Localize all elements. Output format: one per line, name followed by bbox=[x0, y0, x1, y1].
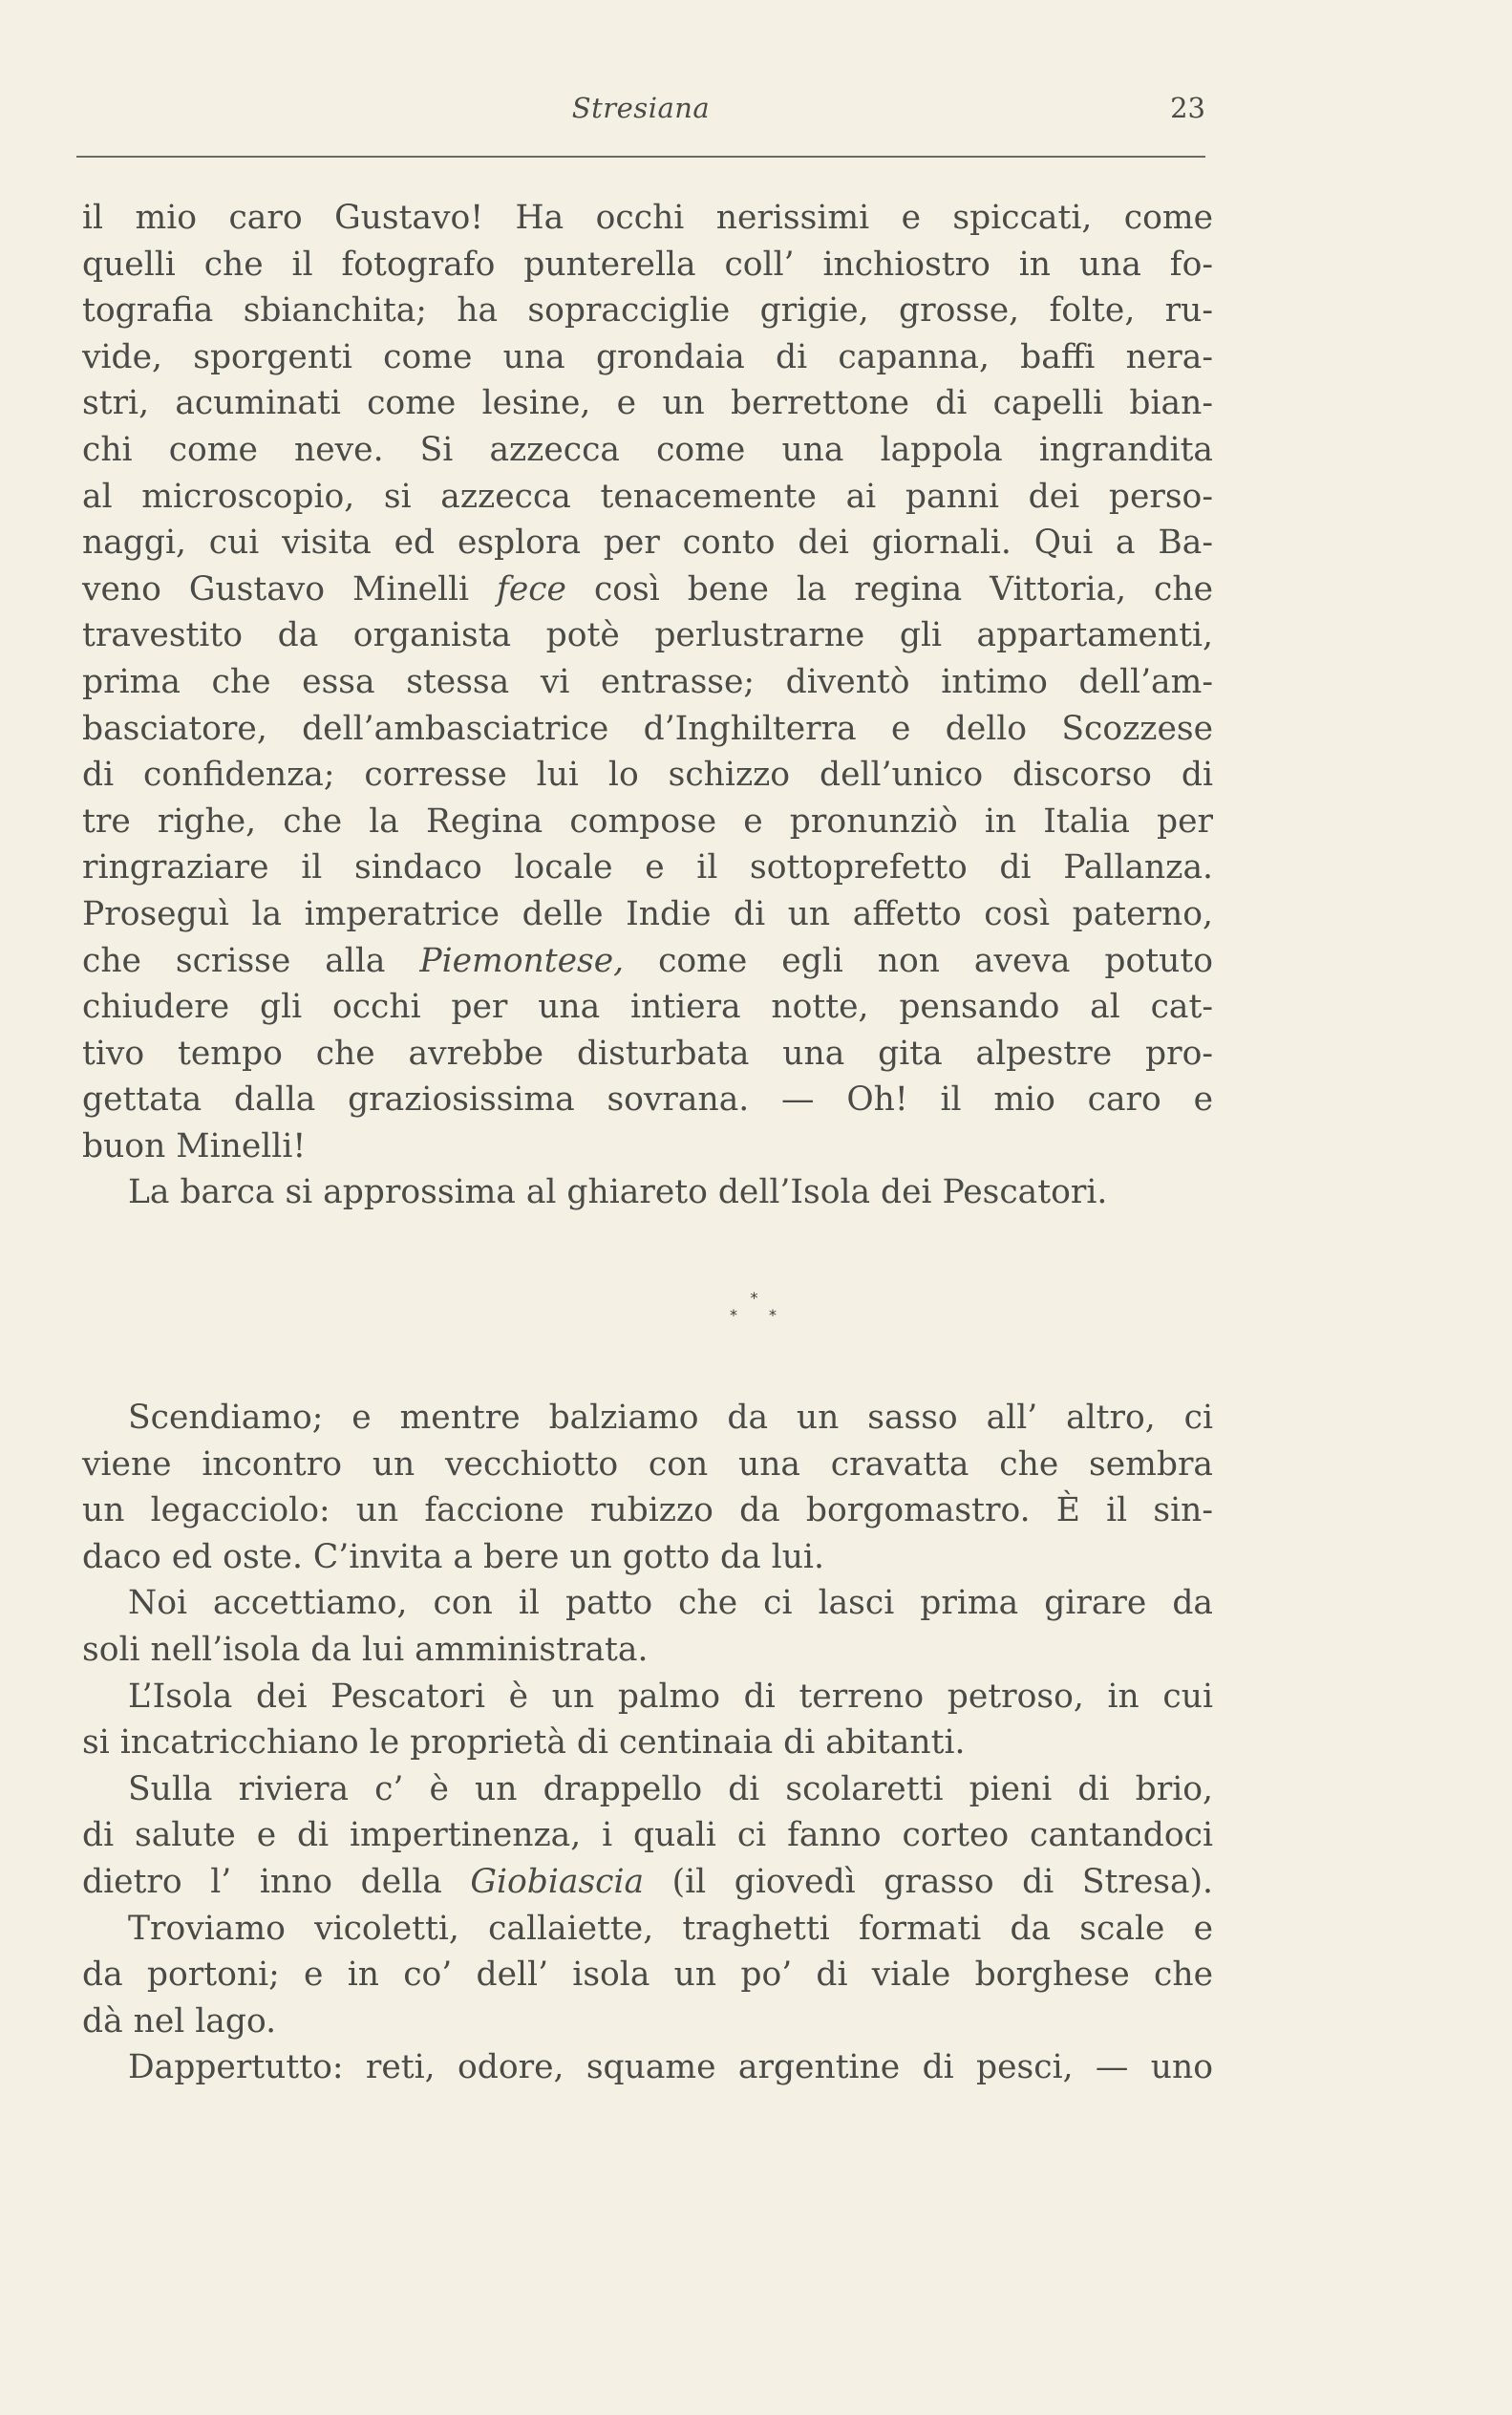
text-line: Sulla riviera c’ è un drappello di scolaretti pieni di brio, bbox=[128, 1769, 1213, 1808]
text-line: dà nel lago. bbox=[82, 2001, 277, 2041]
text-line: Troviamo vicoletti, callaiette, traghetti formati da scale e bbox=[128, 1909, 1213, 1948]
text-line: daco ed oste. C’invita a bere un gotto da lui. bbox=[82, 1537, 824, 1576]
running-title: Stresiana bbox=[571, 92, 711, 124]
text-line: Scendiamo; e mentre balziamo da un sasso all’ altro, ci bbox=[128, 1399, 1213, 1437]
text-line: tografia sbianchita; ha sopracciglie grigie, grosse, folte, ru- bbox=[82, 291, 1213, 331]
text-run: così bene la regina Vittoria, che bbox=[565, 569, 1213, 609]
text-line: il mio caro Gustavo! Ha occhi nerissimi e spiccati, come bbox=[82, 199, 1213, 237]
text-run: (il giovedì grasso di Stresa). bbox=[644, 1862, 1213, 1901]
text-line: prima che essa stessa vi entrasse; diventò intimo dell’am- bbox=[82, 662, 1213, 701]
text-line: vide, sporgenti come una grondaia di capanna, baffi nera- bbox=[82, 337, 1213, 376]
text-line: al microscopio, si azzecca tenacemente ai panni dei perso- bbox=[82, 477, 1213, 516]
separator-stars-bottom: * * bbox=[729, 1306, 791, 1324]
text-line: si incatricchiano le proprietà di centinaia di abitanti. bbox=[82, 1723, 966, 1763]
text-run: come egli non aveva potuto bbox=[624, 941, 1213, 980]
text-line: da portoni; e in co’ dell’ isola un po’ di viale borghese che bbox=[82, 1956, 1213, 1995]
text-line: La barca si approssima al ghiareto dell’Isola dei Pescatori. bbox=[128, 1173, 1108, 1212]
italic-word: fece bbox=[497, 569, 566, 609]
text-line: tre righe, che la Regina compose e pronunziò in Italia per bbox=[82, 801, 1213, 841]
italic-word: Piemontese, bbox=[419, 941, 625, 980]
text-run: che scrisse alla bbox=[82, 941, 420, 980]
text-line: travestito da organista potè perlustrarne gli appartamenti, bbox=[82, 616, 1213, 655]
text-line: L’Isola dei Pescatori è un palmo di terreno petroso, in cui bbox=[128, 1677, 1213, 1716]
text-line: viene incontro un vecchiotto con una cravatta che sembra bbox=[82, 1444, 1213, 1484]
page-number: 23 bbox=[1170, 92, 1205, 124]
italic-word: Giobiascia bbox=[470, 1862, 645, 1901]
text-line: buon Minelli! bbox=[82, 1126, 307, 1165]
separator-star-top: * bbox=[750, 1289, 758, 1307]
body-text-bottom bbox=[82, 1395, 1213, 2091]
text-line: gettata dalla graziosissima sovrana. — Oh! il mio caro e bbox=[82, 1080, 1213, 1120]
text-line: quelli che il fotografo punterella coll’ inchiostro in una fo- bbox=[82, 245, 1213, 284]
running-head bbox=[76, 92, 1205, 134]
text-line: stri, acuminati come lesine, e un berrettone di capelli bian- bbox=[82, 384, 1213, 423]
text-line: chi come neve. Si azzecca come una lappola ingrandita bbox=[82, 430, 1213, 469]
text-line: naggi, cui visita ed esplora per conto dei giornali. Qui a Ba- bbox=[82, 524, 1213, 563]
text-line-mixed bbox=[82, 566, 1213, 613]
text-run: dietro l’ inno della bbox=[82, 1862, 471, 1901]
text-line: un legacciolo: un faccione rubizzo da borgomastro. È il sin- bbox=[82, 1491, 1213, 1530]
text-line: Noi accettiamo, con il patto che ci lasci prima girare da bbox=[128, 1584, 1213, 1623]
section-separator bbox=[0, 1290, 1512, 1347]
header-rule bbox=[76, 156, 1205, 158]
text-line: Dappertutto: reti, odore, squame argentine di pesci, — uno bbox=[128, 2048, 1213, 2087]
text-line: di confidenza; corresse lui lo schizzo dell’unico discorso di bbox=[82, 756, 1213, 795]
text-line: basciatore, dell’ambasciatrice d’Inghilterra e dello Scozzese bbox=[82, 709, 1213, 748]
text-line: soli nell’isola da lui amministrata. bbox=[82, 1630, 649, 1669]
body-text-top bbox=[82, 195, 1213, 1216]
text-line: chiudere gli occhi per una intiera notte, pensando al cat- bbox=[82, 988, 1213, 1027]
text-line-mixed bbox=[82, 938, 1213, 985]
text-line: tivo tempo che avrebbe disturbata una gita alpestre pro- bbox=[82, 1034, 1213, 1073]
text-line: ringraziare il sindaco locale e il sottoprefetto di Pallanza. bbox=[82, 848, 1213, 887]
text-run: veno Gustavo Minelli bbox=[82, 569, 498, 609]
text-line: di salute e di impertinenza, i quali ci fanno corteo cantandoci bbox=[82, 1816, 1213, 1855]
text-line: Proseguì la imperatrice delle Indie di un affetto così paterno, bbox=[82, 894, 1213, 933]
text-line-mixed bbox=[82, 1859, 1213, 1906]
